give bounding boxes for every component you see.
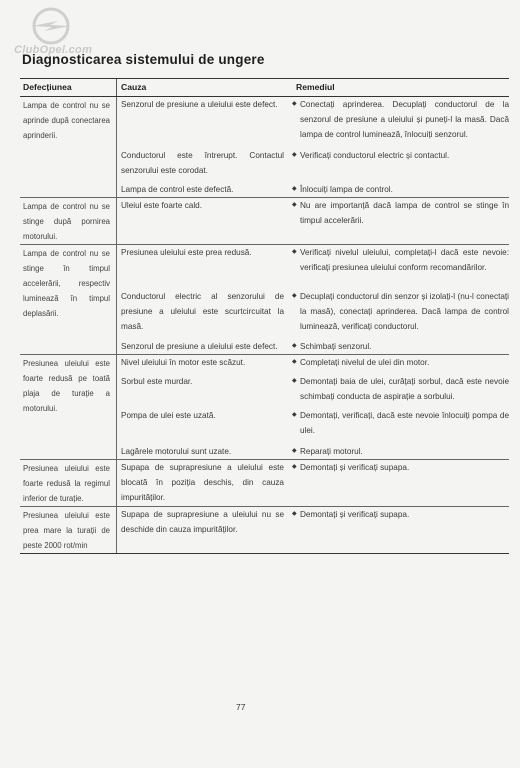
cause-cell: Nivel uleiului în motor este scăzut. — [121, 358, 246, 367]
cause-remedy-pair — [117, 374, 509, 404]
defect-cell: Lampa de control nu se stinge după pornirea motorului. — [20, 198, 117, 244]
remedy-cell — [292, 374, 509, 404]
table-row — [20, 198, 509, 245]
cause-cell: Lampa de control este defectă. — [121, 185, 234, 194]
bullet-diamond-icon: ◆ — [292, 202, 297, 208]
bullet-diamond-icon: ◆ — [292, 359, 297, 365]
site-logo-text: ClubOpel.com — [14, 44, 93, 56]
bullet-diamond-icon: ◆ — [292, 378, 297, 384]
remedy-text: Demontați, verificați, dacă este nevoie înlocuiți pompa de ulei. — [300, 411, 509, 435]
cause-remedy-pair — [117, 355, 509, 370]
cause-remedy-group — [117, 355, 509, 459]
defect-cell: Presiunea uleiului este foarte redusă pe toată plaja de turație a motorului. — [20, 355, 117, 459]
cause-remedy-pair — [117, 245, 509, 275]
cause-remedy-pair — [117, 460, 509, 505]
header-remedy: Remediul — [296, 82, 335, 92]
remedy-text: Schimbați senzorul. — [300, 342, 372, 351]
bullet-diamond-icon: ◆ — [292, 152, 297, 158]
cause-cell: Conductorul este întrerupt. Contactul senzorului este corodat. — [121, 151, 284, 175]
cause-remedy-pair — [117, 507, 509, 537]
cause-remedy-pair — [117, 339, 509, 354]
remedy-cell — [292, 198, 509, 228]
diagnostics-table — [20, 78, 509, 554]
cause-remedy-pair — [117, 97, 509, 142]
cause-cell: Senzorul de presiune a uleiului este defect. — [121, 342, 278, 351]
bullet-diamond-icon: ◆ — [292, 101, 297, 107]
bullet-diamond-icon: ◆ — [292, 186, 297, 192]
cause-remedy-group — [117, 198, 509, 244]
page-number: 77 — [236, 702, 246, 712]
bullet-diamond-icon: ◆ — [292, 249, 297, 255]
defect-cell: Presiunea uleiului este prea mare la turații de peste 2000 rot/min — [20, 507, 117, 553]
remedy-text: Reparați motorul. — [300, 447, 363, 456]
remedy-cell — [292, 408, 509, 438]
header-cause: Cauza — [121, 82, 147, 92]
cause-cell: Supapa de suprapresiune a uleiului nu se deschide din cauza impurităților. — [121, 510, 284, 534]
cause-cell: Uleiul este foarte cald. — [121, 201, 203, 210]
cause-cell: Lagărele motorului sunt uzate. — [121, 447, 232, 456]
remedy-text: Demontați și verificați supapa. — [300, 510, 410, 519]
remedy-text: Conectați aprinderea. Decuplați conductorul de la senzorul de presiune a uleiului și puneți-l la masă. Dacă lampa de control luminează, înlocuiți senzorul. — [300, 100, 509, 139]
cause-remedy-group — [117, 507, 509, 553]
table-row — [20, 355, 509, 460]
cause-remedy-group — [117, 97, 509, 197]
remedy-text: Nu are importanță dacă lampa de control se stinge în timpul accelerării. — [300, 201, 509, 225]
bullet-diamond-icon: ◆ — [292, 511, 297, 517]
table-row — [20, 460, 509, 507]
remedy-cell — [292, 355, 509, 370]
remedy-text: Verificați nivelul uleiului, completați-l dacă este nevoie: verificați presiunea uleiului conform recomandărilor. — [300, 248, 509, 272]
remedy-text: Demontați baia de ulei, curățați sorbul, dacă este nevoie schimbați conducta de aspirație a sorbului. — [300, 377, 509, 401]
header-defect: Defecțiunea — [20, 79, 117, 96]
defect-cell: Presiunea uleiului este foarte redusă la regimul inferior de turație. — [20, 460, 117, 506]
remedy-cell — [292, 460, 509, 505]
cause-remedy-group — [117, 245, 509, 354]
cause-cell: Presiunea uleiului este prea redusă. — [121, 248, 252, 257]
remedy-cell — [292, 289, 509, 334]
defect-cell: Lampa de control nu se aprinde după conectarea aprinderii. — [20, 97, 117, 197]
opel-logo-icon — [28, 6, 74, 46]
remedy-cell — [292, 148, 509, 178]
table-header — [20, 78, 509, 97]
bullet-diamond-icon: ◆ — [292, 412, 297, 418]
cause-remedy-pair — [117, 182, 509, 197]
table-row — [20, 507, 509, 554]
cause-cell: Pompa de ulei este uzată. — [121, 411, 216, 420]
bullet-diamond-icon: ◆ — [292, 464, 297, 470]
table-row — [20, 97, 509, 198]
cause-remedy-pair — [117, 148, 509, 178]
table-body — [20, 97, 509, 554]
cause-cell: Senzorul de presiune a uleiului este defect. — [121, 100, 278, 109]
bullet-diamond-icon: ◆ — [292, 293, 297, 299]
cause-remedy-group — [117, 460, 509, 506]
cause-cell: Sorbul este murdar. — [121, 377, 193, 386]
remedy-text: Completați nivelul de ulei din motor. — [300, 358, 430, 367]
remedy-text: Demontați și verificați supapa. — [300, 463, 410, 472]
bullet-diamond-icon: ◆ — [292, 343, 297, 349]
cause-remedy-pair — [117, 408, 509, 438]
remedy-text: Decuplați conductorul din senzor și izolați-l (nu-l conectați la masă), conectați aprinderea. Dacă lampa de control luminează, verificați conductorul. — [300, 292, 509, 331]
defect-cell: Lampa de control nu se stinge în timpul accelerării, respectiv luminează în timpul deplasării. — [20, 245, 117, 354]
cause-remedy-pair — [117, 289, 509, 334]
cause-cell: Supapa de suprapresiune a uleiului este blocată în poziția deschis, din cauza impurităților. — [121, 463, 284, 502]
remedy-text: Înlocuiți lampa de control. — [300, 185, 393, 194]
remedy-cell — [292, 97, 509, 142]
cause-remedy-pair — [117, 444, 509, 459]
remedy-cell — [292, 182, 509, 197]
page-title: Diagnosticarea sistemului de ungere — [22, 52, 265, 67]
remedy-cell — [292, 339, 509, 354]
remedy-cell — [292, 245, 509, 275]
remedy-cell — [292, 507, 509, 537]
bullet-diamond-icon: ◆ — [292, 448, 297, 454]
cause-remedy-pair — [117, 198, 509, 228]
remedy-text: Verificați conductorul electric și contactul. — [300, 151, 450, 160]
cause-cell: Conductorul electric al senzorului de presiune a uleiului este scurtcircuitat la masă. — [121, 292, 284, 331]
remedy-cell — [292, 444, 509, 459]
table-row — [20, 245, 509, 355]
